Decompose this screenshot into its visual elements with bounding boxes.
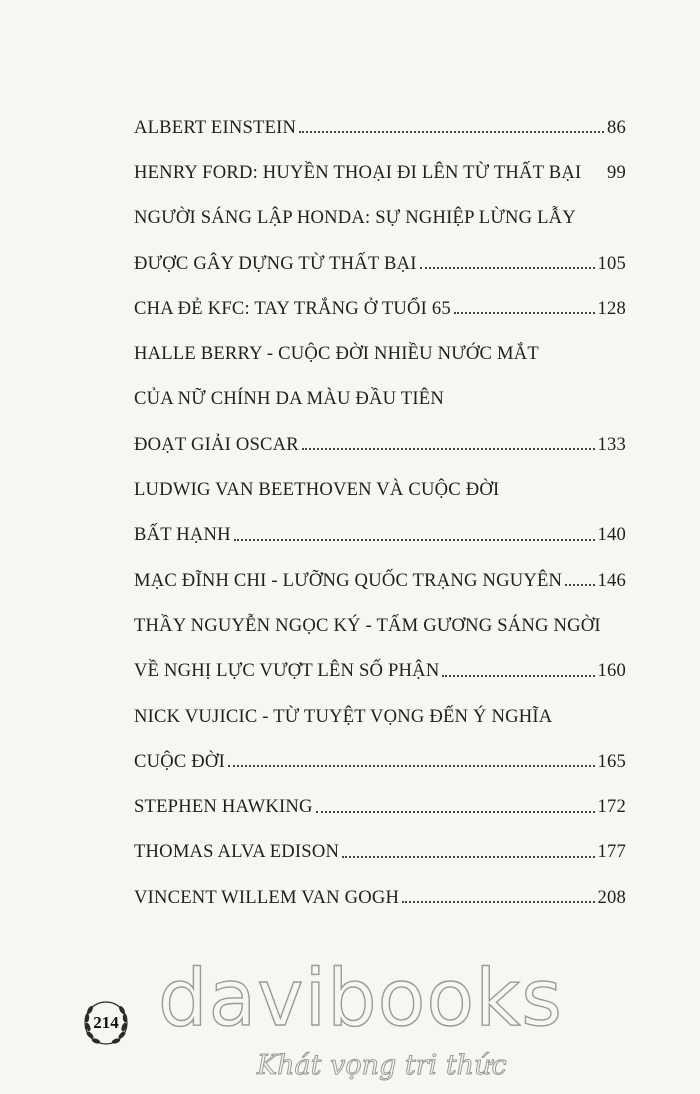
toc-entry	[134, 92, 626, 137]
dot-leader	[234, 539, 595, 541]
toc-entry	[134, 681, 626, 726]
toc-entry-page: 172	[597, 796, 626, 818]
toc-entry-title: VINCENT WILLEM VAN GOGH	[134, 886, 400, 908]
toc-entry	[134, 183, 626, 228]
toc-entry-page: 160	[597, 660, 626, 682]
toc-entry-title: HALLE BERRY - CUỘC ĐỜI NHIỀU NƯỚC MẮT	[134, 343, 539, 365]
dot-leader	[228, 765, 595, 767]
watermark-slogan: Khát vọng tri thức	[257, 1050, 507, 1081]
toc-entry-title: LUDWIG VAN BEETHOVEN VÀ CUỘC ĐỜI	[134, 479, 500, 501]
toc-entry	[134, 500, 626, 545]
toc-entry-title: CHA ĐẺ KFC: TAY TRẮNG Ở TUỔI 65	[134, 297, 451, 319]
toc-entry	[134, 636, 626, 681]
dot-leader	[316, 811, 595, 813]
dot-leader	[454, 312, 595, 314]
toc-entry-page: 146	[597, 569, 626, 591]
toc-entry	[134, 726, 626, 771]
toc-entry-page: 177	[597, 841, 626, 863]
page-number-badge	[80, 997, 132, 1049]
dot-leader	[565, 584, 594, 586]
toc-entry-title: ALBERT EINSTEIN	[134, 116, 297, 138]
table-of-contents	[134, 92, 626, 907]
page-number: 214	[93, 1013, 119, 1032]
watermark-brand: davibooks	[158, 954, 563, 1044]
toc-entry-title: STEPHEN HAWKING	[134, 796, 313, 818]
toc-entry	[134, 137, 626, 182]
dot-leader	[402, 901, 594, 903]
toc-entry	[134, 318, 626, 363]
toc-entry-title: ĐƯỢC GÂY DỰNG TỪ THẤT BẠI	[134, 252, 417, 274]
toc-entry	[134, 454, 626, 499]
toc-entry	[134, 862, 626, 907]
toc-entry-page: 133	[597, 433, 626, 455]
toc-entry-title: BẤT HẠNH	[134, 524, 231, 546]
toc-entry	[134, 590, 626, 635]
toc-entry	[134, 409, 626, 454]
dot-leader	[299, 131, 604, 133]
toc-entry-title: NGƯỜI SÁNG LẬP HONDA: SỰ NGHIỆP LỪNG LẪY	[134, 207, 576, 229]
dot-leader	[342, 856, 594, 858]
toc-entry-title: THẦY NGUYỄN NGỌC KÝ - TẤM GƯƠNG SÁNG NGỜI	[134, 614, 601, 636]
toc-entry-title: ĐOẠT GIẢI OSCAR	[134, 433, 299, 455]
toc-entry-title: VỀ NGHỊ LỰC VƯỢT LÊN SỐ PHẬN	[134, 660, 440, 682]
dot-leader	[442, 675, 594, 677]
toc-entry-title: CUỘC ĐỜI	[134, 750, 225, 772]
toc-entry-page: 140	[597, 524, 626, 546]
dot-leader	[420, 267, 595, 269]
toc-entry	[134, 228, 626, 273]
toc-entry-page: 165	[597, 750, 626, 772]
toc-entry-title: HENRY FORD: HUYỀN THOẠI ĐI LÊN TỪ THẤT BẠI	[134, 162, 582, 183]
toc-entry-page: 99	[607, 162, 626, 183]
toc-entry	[134, 817, 626, 862]
toc-entry-title: CỦA NỮ CHÍNH DA MÀU ĐẦU TIÊN	[134, 388, 444, 410]
toc-entry	[134, 545, 626, 590]
toc-entry	[134, 273, 626, 318]
toc-entry-title: NICK VUJICIC - TỪ TUYỆT VỌNG ĐẾN Ý NGHĨA	[134, 705, 553, 727]
toc-entry-page: 208	[597, 886, 626, 908]
toc-entry-page: 128	[597, 297, 626, 319]
toc-entry-page: 105	[597, 252, 626, 274]
toc-entry	[134, 364, 626, 409]
toc-entry-title: THOMAS ALVA EDISON	[134, 841, 340, 863]
dot-leader	[302, 448, 595, 450]
toc-entry-page: 86	[607, 116, 626, 138]
toc-entry	[134, 771, 626, 816]
toc-entry-title: MẠC ĐĨNH CHI - LƯỠNG QUỐC TRẠNG NGUYÊN	[134, 569, 563, 591]
